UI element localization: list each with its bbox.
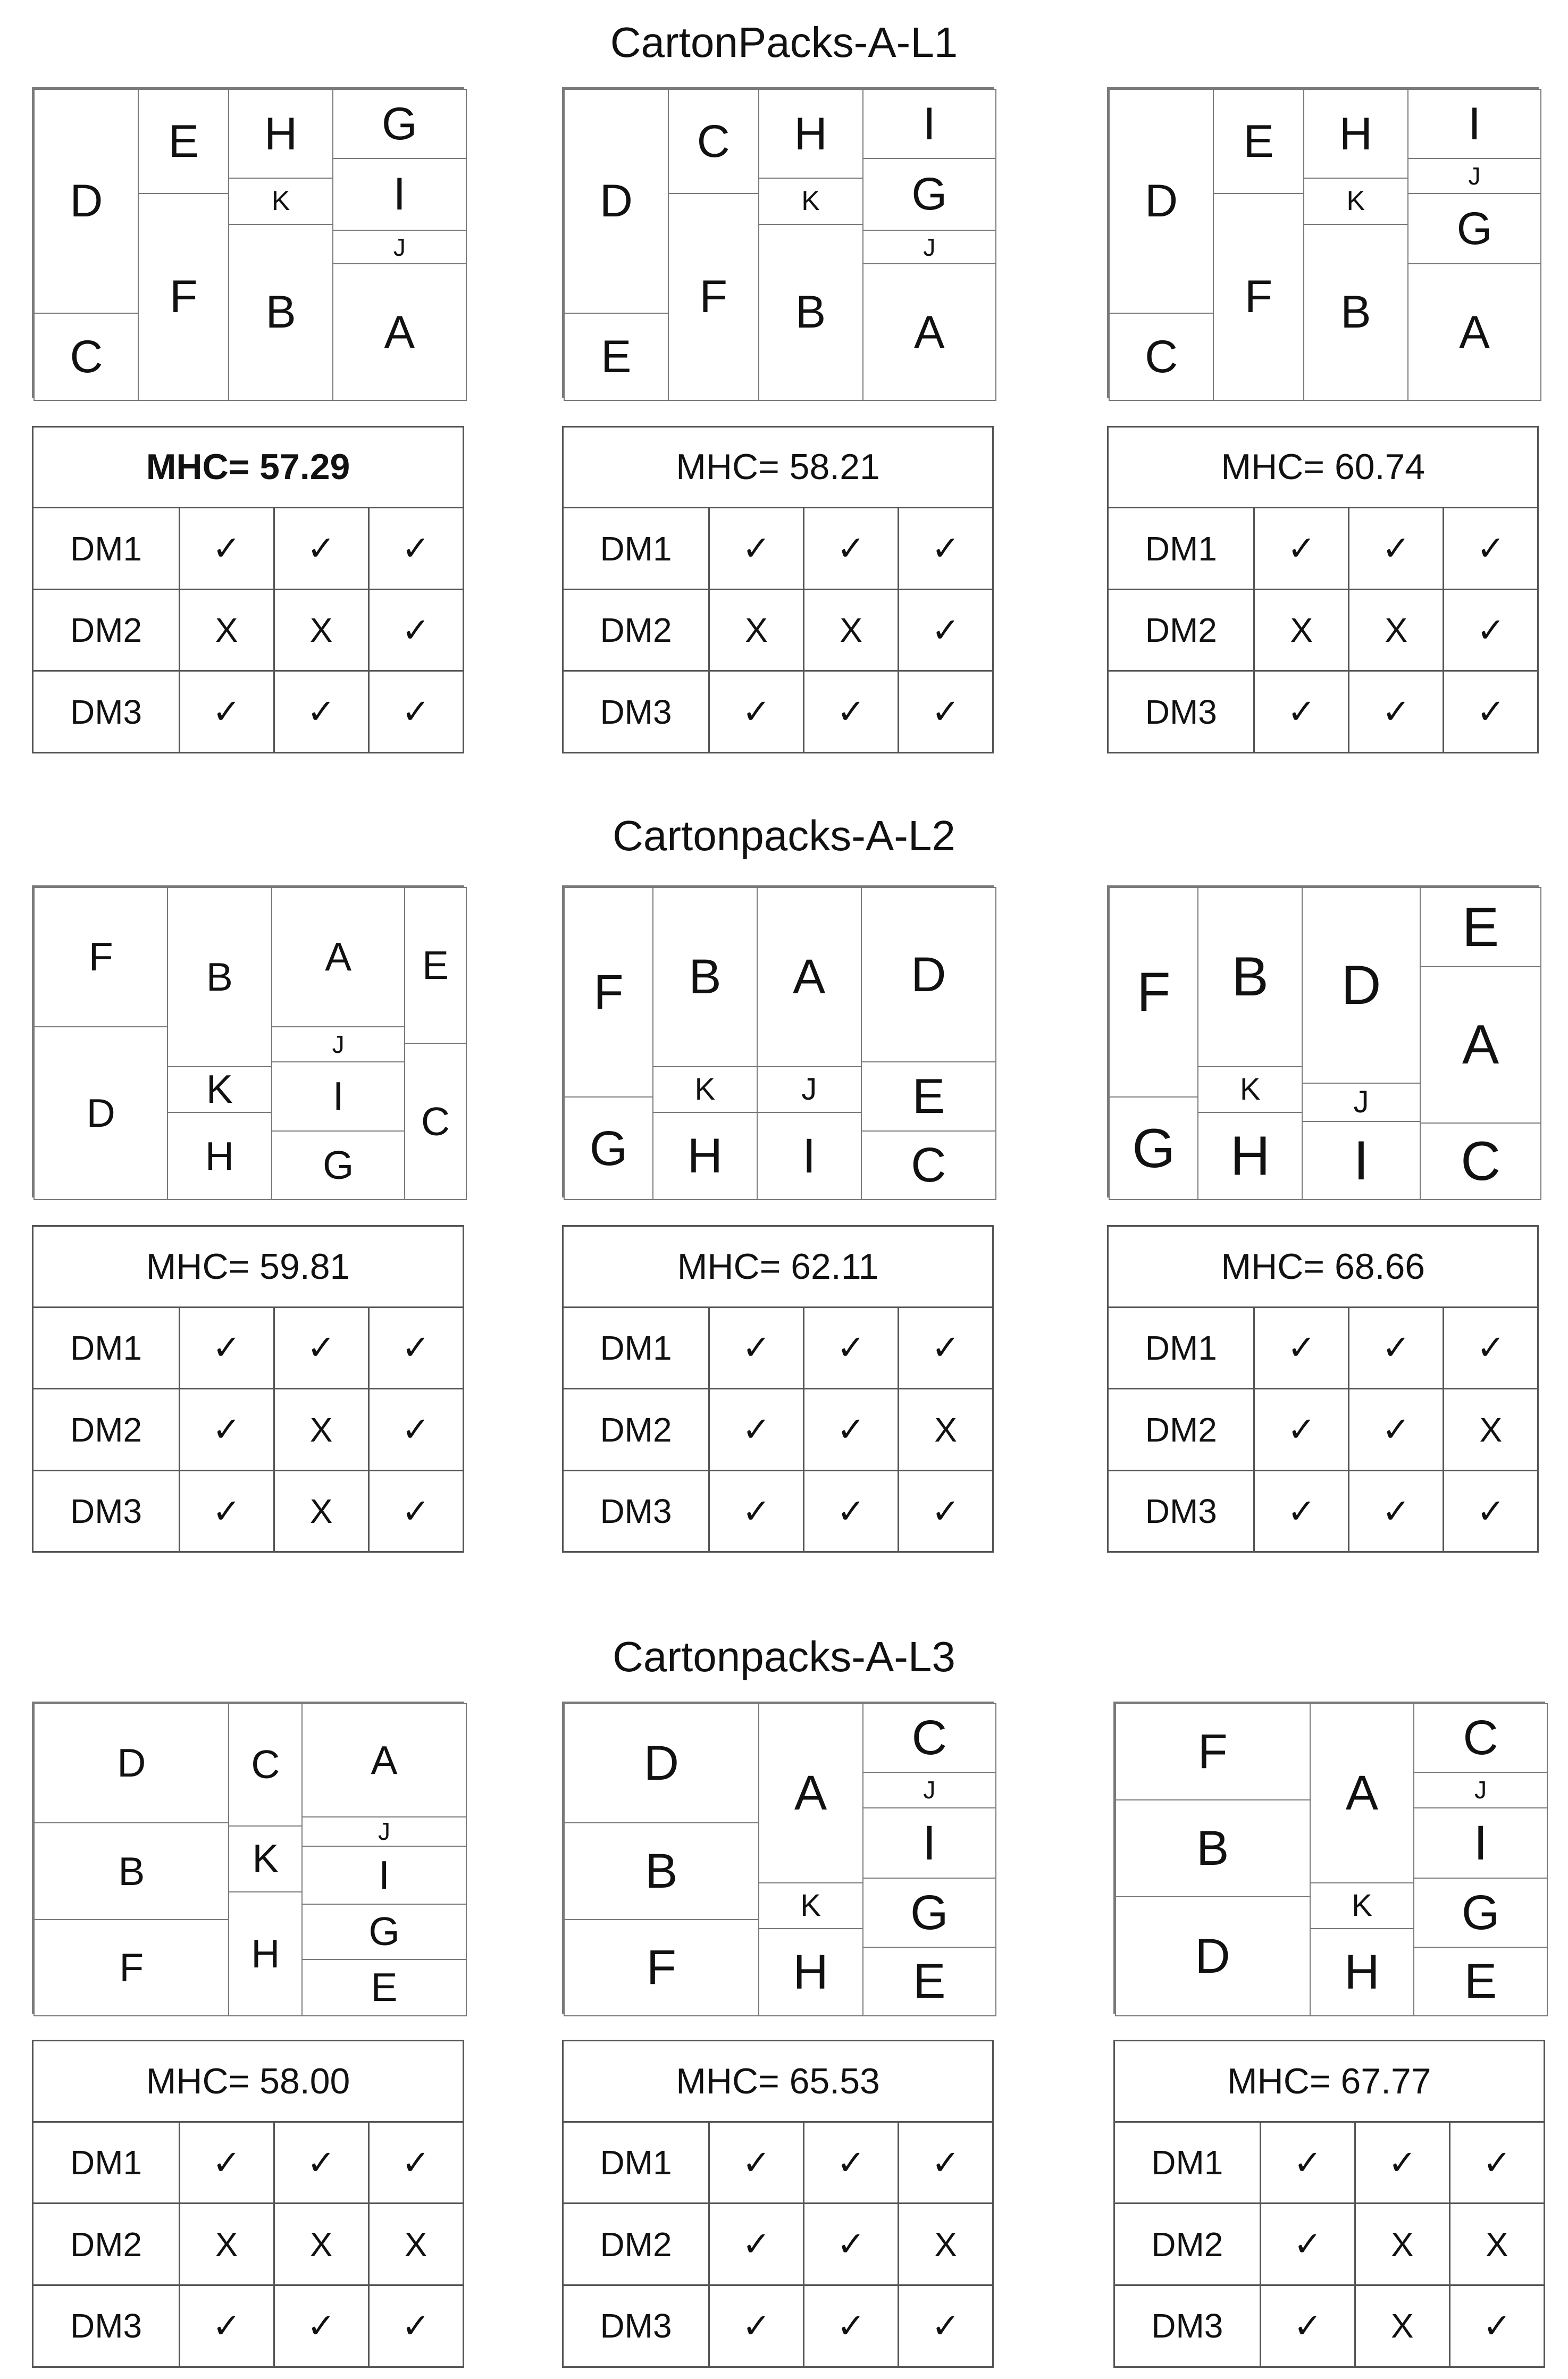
carton-block: D — [33, 1703, 229, 1824]
checkmark-icon: ✓ — [709, 671, 804, 753]
table-row — [563, 2204, 993, 2285]
mhc-value: MHC= 68.66 — [1108, 1226, 1538, 1308]
table-row — [1108, 1307, 1538, 1389]
row-label: DM3 — [1108, 1470, 1254, 1552]
table-row — [563, 1470, 993, 1552]
row-label: DM3 — [33, 2285, 179, 2367]
row-label: DM3 — [33, 671, 179, 753]
carton-block: I — [301, 1846, 466, 1905]
cross-mark: X — [899, 1389, 993, 1471]
cross-mark: X — [899, 2204, 993, 2285]
packing-layout — [32, 885, 464, 1198]
carton-block: A — [1420, 966, 1542, 1124]
carton-block: K — [652, 1066, 758, 1113]
mhc-value: MHC= 67.77 — [1114, 2041, 1544, 2122]
carton-block: D — [33, 89, 139, 313]
carton-block: D — [1109, 89, 1214, 313]
carton-block: E — [861, 1061, 996, 1132]
carton-block: F — [564, 1919, 759, 2016]
checkmark-icon: ✓ — [179, 1307, 274, 1389]
carton-block: J — [301, 1816, 466, 1847]
checkmark-icon: ✓ — [1254, 508, 1349, 590]
row-label: DM1 — [33, 2122, 179, 2204]
carton-block: I — [1407, 89, 1542, 159]
carton-block: E — [564, 313, 669, 401]
mhc-value: MHC= 62.11 — [563, 1226, 993, 1308]
table-row — [1108, 589, 1538, 671]
carton-block: C — [861, 1130, 996, 1201]
carton-block: B — [1197, 887, 1303, 1067]
carton-block: E — [862, 1947, 997, 2017]
carton-block: E — [138, 89, 229, 194]
checkmark-icon: ✓ — [1449, 2285, 1544, 2367]
packing-layout — [562, 1702, 994, 2014]
section-title: Cartonpacks-A-L2 — [613, 812, 955, 859]
carton-block: J — [332, 230, 467, 264]
carton-block: H — [758, 89, 863, 179]
mhc-value: MHC= 58.00 — [33, 2041, 463, 2122]
carton-block: J — [271, 1026, 406, 1062]
carton-block: J — [1407, 158, 1542, 194]
carton-block: A — [758, 1703, 863, 1883]
mhc-row — [33, 1226, 463, 1308]
checkmark-icon: ✓ — [368, 2122, 463, 2204]
cross-mark: X — [1449, 2204, 1544, 2285]
checkmark-icon: ✓ — [274, 2285, 368, 2367]
checkmark-icon: ✓ — [804, 2285, 899, 2367]
checkmark-icon: ✓ — [1349, 1307, 1444, 1389]
carton-block: J — [862, 230, 997, 264]
carton-block: G — [862, 1878, 997, 1948]
carton-block: B — [1115, 1799, 1311, 1897]
table-row — [33, 671, 463, 753]
carton-block: A — [1310, 1703, 1415, 1883]
packing-layout — [562, 87, 994, 398]
checkmark-icon: ✓ — [274, 1307, 368, 1389]
checkmark-icon: ✓ — [709, 2122, 804, 2204]
row-label: DM2 — [1108, 589, 1254, 671]
row-label: DM2 — [33, 589, 179, 671]
carton-block: H — [1303, 89, 1408, 179]
row-label: DM3 — [1108, 671, 1254, 753]
carton-block: F — [1213, 193, 1304, 401]
cross-mark: X — [274, 1389, 368, 1471]
checkmark-icon: ✓ — [368, 1389, 463, 1471]
checkmark-icon: ✓ — [1260, 2285, 1355, 2367]
mhc-value: MHC= 59.81 — [33, 1226, 463, 1308]
table-row — [563, 2285, 993, 2367]
checkmark-icon: ✓ — [1254, 1307, 1349, 1389]
mhc-value: MHC= 60.74 — [1108, 426, 1538, 508]
checkmark-icon: ✓ — [804, 1470, 899, 1552]
checkmark-icon: ✓ — [709, 1470, 804, 1552]
carton-block: C — [1413, 1703, 1548, 1773]
carton-block: E — [1213, 89, 1304, 194]
cross-mark: X — [1254, 589, 1349, 671]
checkmark-icon: ✓ — [368, 671, 463, 753]
carton-block: I — [1413, 1807, 1548, 1879]
row-label: DM1 — [1114, 2122, 1260, 2204]
cross-mark: X — [709, 589, 804, 671]
carton-block: I — [862, 1807, 997, 1879]
checkmark-icon: ✓ — [1449, 2122, 1544, 2204]
mhc-row — [563, 2041, 993, 2122]
carton-block: G — [564, 1096, 653, 1200]
carton-block: K — [167, 1066, 272, 1113]
row-label: DM2 — [563, 589, 709, 671]
carton-block: E — [1420, 887, 1542, 968]
decision-table — [562, 2040, 994, 2367]
mhc-row — [1114, 2041, 1544, 2122]
checkmark-icon: ✓ — [804, 1389, 899, 1471]
checkmark-icon: ✓ — [1444, 671, 1538, 753]
carton-block: C — [1420, 1123, 1542, 1200]
checkmark-icon: ✓ — [804, 2122, 899, 2204]
carton-block: B — [564, 1822, 759, 1920]
carton-block: A — [301, 1703, 466, 1817]
carton-block: B — [1303, 224, 1408, 401]
carton-block: I — [332, 158, 467, 231]
packing-layout — [32, 87, 464, 398]
checkmark-icon: ✓ — [709, 508, 804, 590]
table-row — [33, 508, 463, 590]
row-label: DM2 — [563, 1389, 709, 1471]
packing-layout — [1107, 87, 1539, 398]
checkmark-icon: ✓ — [1260, 2204, 1355, 2285]
cross-mark: X — [179, 589, 274, 671]
carton-block: K — [1197, 1066, 1303, 1113]
checkmark-icon: ✓ — [274, 671, 368, 753]
row-label: DM1 — [33, 1307, 179, 1389]
carton-block: H — [228, 89, 333, 179]
cross-mark: X — [368, 2204, 463, 2285]
table-row — [33, 589, 463, 671]
carton-block: C — [862, 1703, 997, 1773]
carton-block: D — [564, 1703, 759, 1824]
table-row — [1108, 508, 1538, 590]
row-label: DM3 — [563, 1470, 709, 1552]
checkmark-icon: ✓ — [368, 2285, 463, 2367]
table-row — [563, 1307, 993, 1389]
cross-mark: X — [804, 589, 899, 671]
checkmark-icon: ✓ — [709, 2204, 804, 2285]
carton-block: F — [138, 193, 229, 401]
carton-block: F — [1115, 1703, 1311, 1800]
checkmark-icon: ✓ — [368, 1470, 463, 1552]
carton-block: A — [757, 887, 862, 1067]
checkmark-icon: ✓ — [274, 2122, 368, 2204]
checkmark-icon: ✓ — [179, 1389, 274, 1471]
checkmark-icon: ✓ — [1349, 671, 1444, 753]
checkmark-icon: ✓ — [179, 1470, 274, 1552]
table-row — [563, 671, 993, 753]
carton-block: C — [228, 1703, 303, 1827]
carton-block: F — [668, 193, 759, 401]
table-row — [33, 1307, 463, 1389]
cross-mark: X — [179, 2204, 274, 2285]
carton-block: C — [33, 313, 139, 401]
carton-block: B — [758, 224, 863, 401]
packing-layout — [1113, 1702, 1545, 2014]
carton-block: C — [668, 89, 759, 194]
carton-block: B — [167, 887, 272, 1067]
checkmark-icon: ✓ — [899, 2122, 993, 2204]
carton-block: E — [1413, 1947, 1548, 2017]
table-row — [33, 2204, 463, 2285]
row-label: DM3 — [33, 1470, 179, 1552]
cross-mark: X — [1355, 2285, 1449, 2367]
row-label: DM1 — [563, 508, 709, 590]
carton-block: G — [862, 158, 997, 231]
checkmark-icon: ✓ — [1349, 1389, 1444, 1471]
carton-block: H — [1197, 1112, 1303, 1200]
carton-block: D — [1115, 1896, 1311, 2017]
table-row — [1108, 1389, 1538, 1471]
decision-table — [32, 426, 464, 753]
carton-block: G — [271, 1130, 406, 1201]
carton-block: F — [33, 1919, 229, 2016]
carton-block: I — [271, 1061, 406, 1132]
table-row — [33, 2285, 463, 2367]
table-row — [563, 589, 993, 671]
checkmark-icon: ✓ — [368, 508, 463, 590]
checkmark-icon: ✓ — [274, 508, 368, 590]
row-label: DM2 — [1114, 2204, 1260, 2285]
checkmark-icon: ✓ — [368, 589, 463, 671]
checkmark-icon: ✓ — [899, 589, 993, 671]
checkmark-icon: ✓ — [899, 671, 993, 753]
table-row — [33, 1470, 463, 1552]
carton-block: J — [1413, 1772, 1548, 1808]
decision-table — [1107, 426, 1539, 753]
table-row — [563, 508, 993, 590]
carton-block: K — [228, 1825, 303, 1892]
checkmark-icon: ✓ — [1254, 671, 1349, 753]
carton-block: I — [862, 89, 997, 159]
carton-block: K — [228, 178, 333, 224]
carton-block: K — [758, 178, 863, 224]
carton-block: G — [1413, 1878, 1548, 1948]
cross-mark: X — [1355, 2204, 1449, 2285]
carton-block: B — [33, 1822, 229, 1920]
row-label: DM3 — [1114, 2285, 1260, 2367]
checkmark-icon: ✓ — [179, 2285, 274, 2367]
checkmark-icon: ✓ — [709, 1389, 804, 1471]
carton-block: J — [862, 1772, 997, 1808]
cross-mark: X — [1349, 589, 1444, 671]
packing-layout — [562, 885, 994, 1198]
row-label: DM2 — [1108, 1389, 1254, 1471]
row-label: DM1 — [33, 508, 179, 590]
carton-block: K — [758, 1882, 863, 1929]
checkmark-icon: ✓ — [804, 671, 899, 753]
decision-table — [32, 2040, 464, 2367]
carton-block: B — [652, 887, 758, 1067]
carton-block: H — [652, 1112, 758, 1200]
checkmark-icon: ✓ — [899, 1470, 993, 1552]
decision-table — [1113, 2040, 1545, 2367]
row-label: DM2 — [33, 1389, 179, 1471]
mhc-value: MHC= 58.21 — [563, 426, 993, 508]
checkmark-icon: ✓ — [1254, 1470, 1349, 1552]
checkmark-icon: ✓ — [1349, 508, 1444, 590]
checkmark-icon: ✓ — [1254, 1389, 1349, 1471]
cross-mark: X — [1444, 1389, 1538, 1471]
section-title: CartonPacks-A-L1 — [610, 19, 958, 66]
checkmark-icon: ✓ — [804, 508, 899, 590]
checkmark-icon: ✓ — [1260, 2122, 1355, 2204]
carton-block: J — [1302, 1083, 1421, 1122]
mhc-value: MHC= 57.29 — [33, 426, 463, 508]
row-label: DM1 — [1108, 1307, 1254, 1389]
checkmark-icon: ✓ — [179, 2122, 274, 2204]
carton-block: A — [862, 263, 997, 400]
table-row — [33, 2122, 463, 2204]
cross-mark: X — [274, 2204, 368, 2285]
row-label: DM2 — [563, 2204, 709, 2285]
carton-block: H — [1310, 1928, 1415, 2016]
checkmark-icon: ✓ — [368, 1307, 463, 1389]
carton-block: D — [861, 887, 996, 1062]
carton-block: E — [301, 1959, 466, 2017]
checkmark-icon: ✓ — [899, 1307, 993, 1389]
carton-block: J — [757, 1066, 862, 1113]
decision-table — [32, 1225, 464, 1553]
checkmark-icon: ✓ — [1444, 1307, 1538, 1389]
carton-block: E — [404, 887, 466, 1044]
packing-layout — [1107, 885, 1539, 1198]
decision-table — [562, 1225, 994, 1553]
carton-block: D — [1302, 887, 1421, 1084]
checkmark-icon: ✓ — [1444, 508, 1538, 590]
checkmark-icon: ✓ — [709, 1307, 804, 1389]
checkmark-icon: ✓ — [899, 508, 993, 590]
carton-block: I — [1302, 1121, 1421, 1200]
carton-block: G — [1109, 1096, 1198, 1200]
checkmark-icon: ✓ — [179, 671, 274, 753]
decision-table — [1107, 1225, 1539, 1553]
cross-mark: X — [274, 1470, 368, 1552]
row-label: DM3 — [563, 2285, 709, 2367]
carton-block: H — [228, 1891, 303, 2016]
row-label: DM3 — [563, 671, 709, 753]
carton-block: G — [1407, 193, 1542, 264]
carton-block: B — [228, 224, 333, 401]
carton-block: F — [1109, 887, 1198, 1098]
section-title: Cartonpacks-A-L3 — [613, 1633, 955, 1680]
table-row — [1114, 2122, 1544, 2204]
mhc-row — [33, 426, 463, 508]
carton-block: F — [33, 887, 168, 1027]
packing-layout — [32, 1702, 464, 2014]
mhc-row — [563, 1226, 993, 1308]
table-row — [1108, 1470, 1538, 1552]
table-row — [1114, 2204, 1544, 2285]
row-label: DM1 — [563, 1307, 709, 1389]
mhc-row — [563, 426, 993, 508]
carton-block: D — [564, 89, 669, 313]
checkmark-icon: ✓ — [1349, 1470, 1444, 1552]
row-label: DM1 — [1108, 508, 1254, 590]
checkmark-icon: ✓ — [709, 2285, 804, 2367]
checkmark-icon: ✓ — [804, 2204, 899, 2285]
carton-block: A — [1407, 263, 1542, 400]
checkmark-icon: ✓ — [804, 1307, 899, 1389]
table-row — [563, 1389, 993, 1471]
table-row — [1114, 2285, 1544, 2367]
carton-block: H — [758, 1928, 863, 2016]
carton-block: K — [1310, 1882, 1415, 1929]
table-row — [33, 1389, 463, 1471]
carton-block: C — [1109, 313, 1214, 401]
checkmark-icon: ✓ — [1355, 2122, 1449, 2204]
mhc-row — [33, 2041, 463, 2122]
carton-block: G — [301, 1904, 466, 1960]
carton-block: H — [167, 1112, 272, 1200]
checkmark-icon: ✓ — [1444, 589, 1538, 671]
carton-block: A — [271, 887, 406, 1027]
checkmark-icon: ✓ — [899, 2285, 993, 2367]
mhc-row — [1108, 426, 1538, 508]
mhc-row — [1108, 1226, 1538, 1308]
row-label: DM2 — [33, 2204, 179, 2285]
cross-mark: X — [274, 589, 368, 671]
carton-block: F — [564, 887, 653, 1098]
carton-block: A — [332, 263, 467, 400]
carton-block: D — [33, 1026, 168, 1200]
decision-table — [562, 426, 994, 753]
row-label: DM1 — [563, 2122, 709, 2204]
mhc-value: MHC= 65.53 — [563, 2041, 993, 2122]
table-row — [1108, 671, 1538, 753]
carton-block: C — [404, 1043, 466, 1200]
carton-block: K — [1303, 178, 1408, 224]
carton-block: G — [332, 89, 467, 159]
checkmark-icon: ✓ — [179, 508, 274, 590]
carton-block: I — [757, 1112, 862, 1200]
checkmark-icon: ✓ — [1444, 1470, 1538, 1552]
table-row — [563, 2122, 993, 2204]
